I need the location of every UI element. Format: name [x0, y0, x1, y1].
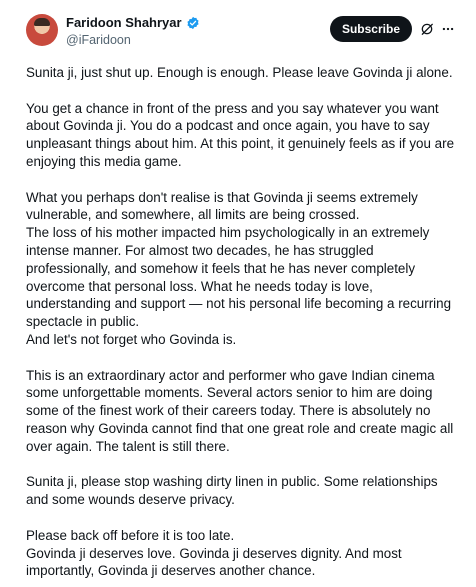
- tweet-paragraph: [26, 189, 456, 349]
- tweet-paragraph: [26, 64, 456, 82]
- avatar[interactable]: [26, 14, 58, 46]
- tweet-text-line: and some wounds deserve privacy.: [26, 492, 235, 508]
- tweet-text-line: The loss of his mother impacted him psychologically in an extremely: [26, 225, 430, 241]
- author-info: [66, 15, 200, 48]
- tweet-text-line: enjoying this media game.: [26, 153, 182, 169]
- verified-badge-icon: [186, 16, 200, 30]
- tweet-text-line: This is an extraordinary actor and performer who gave Indian cinema: [26, 367, 435, 383]
- tweet-text-line: about Govinda ji. You do a podcast and once again, you have to say: [26, 118, 430, 134]
- tweet-text-line: vulnerable, and somewhere, all limits are being crossed.: [26, 207, 360, 223]
- tweet-text-line: overcome that personal loss. What he needs today is love,: [26, 278, 373, 294]
- tweet-text-line: professionally, and somehow it feels that he has never completely: [26, 260, 416, 276]
- tweet-header: [26, 12, 456, 56]
- handle[interactable]: @iFaridoon: [66, 33, 131, 47]
- tweet-text-line: reason why Govinda cannot find that one great role and create magic all: [26, 420, 454, 436]
- tweet-text-line: Govinda ji deserves love. Govinda ji deserves dignity. And most: [26, 545, 402, 561]
- tweet-text-line: spectacle in public.: [26, 314, 140, 330]
- name-row: [66, 15, 200, 31]
- tweet-paragraph: [26, 100, 456, 171]
- tweet-paragraph: [26, 367, 456, 456]
- grok-icon[interactable]: [420, 22, 434, 36]
- subscribe-button[interactable]: Subscribe: [330, 16, 412, 42]
- tweet-text-line: What you perhaps don't realise is that Govinda ji seems extremely: [26, 189, 418, 205]
- tweet-text-line: And let's not forget who Govinda is.: [26, 331, 237, 347]
- tweet-text-line: intense manner. For almost two decades, he has struggled: [26, 242, 374, 258]
- tweet-paragraph: [26, 473, 456, 509]
- more-options-icon[interactable]: [440, 22, 456, 36]
- tweet-text-line: You get a chance in front of the press and you say whatever you want: [26, 100, 439, 116]
- tweet-text: [26, 64, 456, 580]
- tweet-text-line: Sunita ji, please stop washing dirty linen in public. Some relationships: [26, 474, 438, 490]
- tweet-text-line: Sunita ji, just shut up. Enough is enough. Please leave Govinda ji alone.: [26, 65, 453, 80]
- tweet-text-line: unpleasant things about him. At this point, it genuinely feels as if you are: [26, 136, 455, 152]
- tweet-text-line: some of the finest work of their careers today. There is absolutely no: [26, 403, 431, 419]
- tweet-text-line: importantly, Govinda ji deserves another chance.: [26, 563, 316, 579]
- tweet-text-line: Please back off before it is too late.: [26, 527, 235, 543]
- display-name[interactable]: Faridoon Shahryar: [66, 15, 182, 30]
- tweet-text-line: some unforgettable moments. Several actors senior to him are doing: [26, 385, 433, 401]
- tweet-text-line: over again. The talent is still there.: [26, 438, 230, 454]
- tweet-paragraph: [26, 527, 456, 580]
- tweet-text-line: understanding and support — not his personal life becoming a recurring: [26, 296, 452, 312]
